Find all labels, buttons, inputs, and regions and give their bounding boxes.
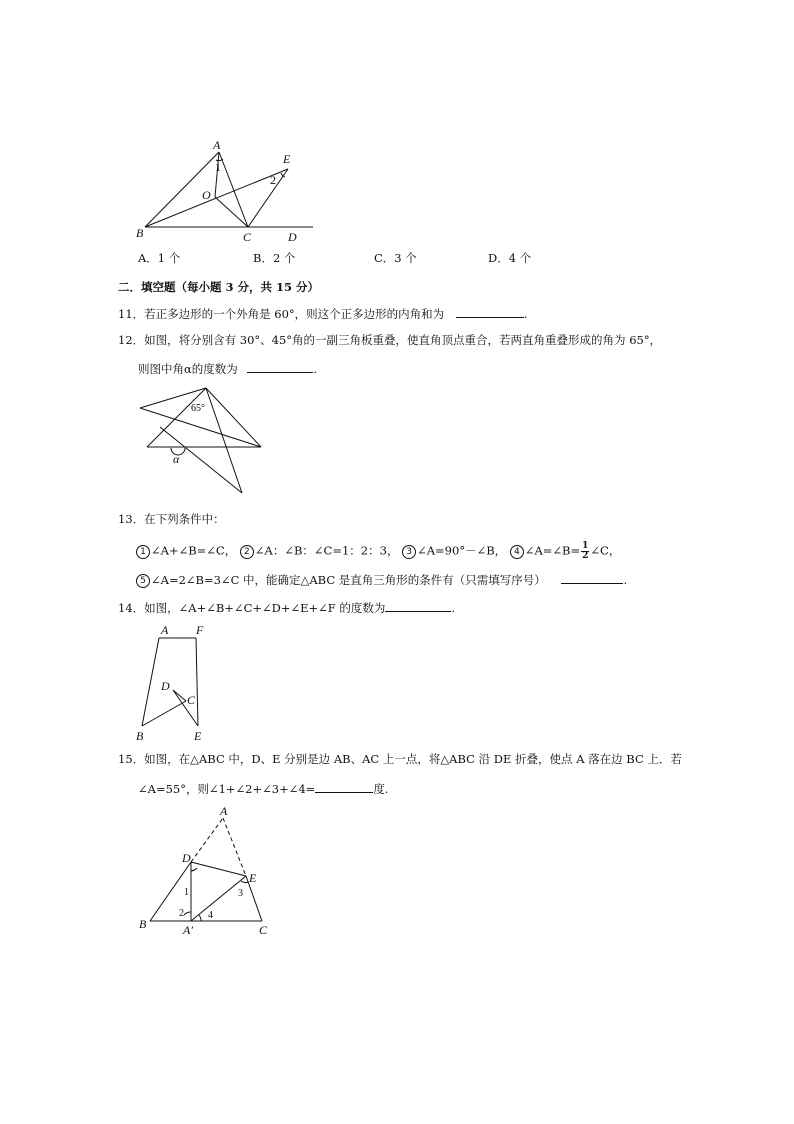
q14-end: . — [451, 601, 456, 615]
label-F: F — [196, 623, 204, 637]
option-d[interactable]: D．4 个 — [488, 251, 532, 265]
label-B: B — [136, 729, 144, 743]
q14-text: 14．如图，∠A+∠B+∠C+∠D+∠E+∠F 的度数为 — [118, 601, 386, 615]
figure-q15 — [135, 800, 275, 940]
label-A: A — [220, 804, 228, 818]
q11-answer-blank[interactable] — [456, 306, 524, 318]
label-alpha: α — [173, 452, 180, 466]
option-c[interactable]: C．3 个 — [374, 251, 417, 265]
condition-3: ∠A=90°－∠B， — [417, 543, 507, 558]
label-O: O — [202, 188, 211, 202]
condition-2: ∠A：∠B：∠C=1：2：3， — [254, 543, 399, 558]
figure-q14 — [130, 620, 220, 745]
q15-answer-blank[interactable] — [315, 781, 373, 793]
angle-label-4: 4 — [208, 910, 213, 921]
condition-4-tail: ∠C， — [590, 543, 621, 558]
angle-label-1: 1 — [215, 160, 221, 174]
fraction-denominator: 2 — [582, 551, 589, 561]
label-C: C — [187, 693, 196, 707]
label-E: E — [249, 871, 257, 885]
label-65-degrees: 65° — [191, 403, 205, 414]
circle-number-2: 2 — [240, 545, 254, 559]
label-C: C — [259, 923, 268, 937]
label-D: D — [161, 679, 170, 693]
condition-1: ∠A+∠B=∠C， — [151, 543, 237, 558]
q10-options — [138, 250, 578, 266]
angle-label-2: 2 — [270, 173, 276, 187]
label-E: E — [194, 729, 202, 743]
question-15-line1: 15．如图，在△ABC 中，D、E 分别是边 AB、AC 上一点，将△ABC 沿 DE 折叠，使点 A 落在边 BC 上．若 — [118, 752, 682, 766]
fraction-numerator: 1 — [582, 541, 589, 551]
q11-end: . — [523, 307, 528, 321]
angle-label-1: 1 — [184, 887, 189, 898]
q13-end: . — [623, 573, 628, 587]
label-D: D — [288, 230, 297, 244]
q12-end: . — [313, 362, 318, 376]
question-12-line1: 12．如图，将分别含有 30°、45°角的一副三角板重叠，使直角顶点重合，若两直角重叠形成的角为 65°， — [118, 333, 662, 347]
question-15-line2 — [138, 781, 388, 796]
section-title: 二．填空题（每小题 3 分，共 15 分） — [118, 280, 320, 294]
angle-label-2: 2 — [179, 908, 184, 919]
q11-text: 11．若正多边形的一个外角是 60°，则这个正多边形的内角和为 — [118, 307, 445, 321]
label-B: B — [136, 226, 144, 240]
label-B: B — [139, 917, 147, 931]
label-D: D — [182, 851, 191, 865]
q12-text: 则图中角α的度数为 — [138, 362, 238, 376]
question-11 — [118, 306, 527, 321]
circle-number-1: 1 — [136, 545, 150, 559]
question-13-intro: 13．在下列条件中： — [118, 512, 225, 526]
label-A: A — [161, 623, 169, 637]
fraction-one-half — [581, 542, 589, 561]
circle-number-3: 3 — [402, 545, 416, 559]
label-A-prime: A′ — [183, 923, 193, 937]
condition-4: ∠A=∠B= — [524, 543, 581, 558]
label-E: E — [283, 152, 291, 166]
figure-q12 — [135, 385, 270, 497]
label-C: C — [243, 230, 252, 244]
option-b[interactable]: B．2 个 — [253, 251, 296, 265]
q15-text: ∠A=55°，则∠1+∠2+∠3+∠4= — [138, 782, 316, 796]
circle-number-5: 5 — [136, 574, 150, 588]
circle-number-4: 4 — [510, 545, 524, 559]
label-A: A — [213, 138, 221, 152]
question-13-conditions — [136, 542, 620, 561]
question-12-line2 — [138, 361, 317, 376]
question-14 — [118, 600, 455, 615]
q13-answer-blank[interactable] — [561, 572, 623, 584]
condition-5: ∠A=2∠B=3∠C 中，能确定△ABC 是直角三角形的条件有（只需填写序号） — [151, 573, 546, 587]
angle-label-3: 3 — [238, 888, 243, 899]
figure-q10 — [130, 135, 330, 245]
q15-unit: 度. — [373, 782, 389, 796]
option-a[interactable]: A．1 个 — [138, 251, 181, 265]
q14-answer-blank[interactable] — [385, 600, 451, 612]
question-13-line3 — [136, 572, 627, 588]
q12-answer-blank[interactable] — [247, 361, 313, 373]
